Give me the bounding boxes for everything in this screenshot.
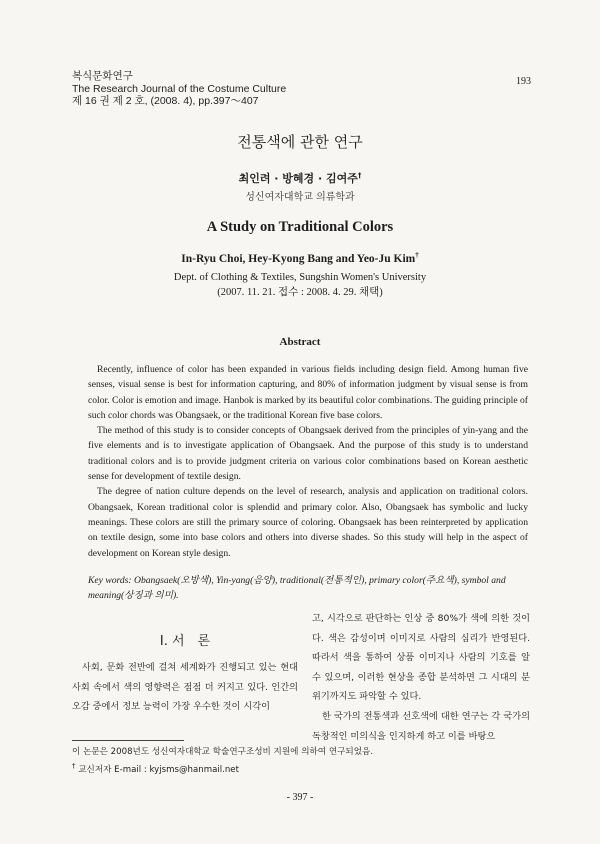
authors-korean-names: 최인려 · 방혜경 · 김여주 xyxy=(238,172,358,185)
body-right-column xyxy=(312,609,530,746)
abstract-paragraph: Recently, influence of color has been expanded in various fields including design field. Among human five senses, visual sense is best for information capturing, and 80% of information judgment by visual sense is from color. Color is emotion and image. Hanbok is marked by its beautiful color combinations. The guiding principle of such color chords was Obangsaek, or the traditional Korean five base colors. xyxy=(88,364,528,421)
abstract-paragraph: The method of this study is to consider concepts of Obangsaek derived from the principles of yin-yang and the five elements and is to investigate application of Obangsaek. And the purpose of this study is to understand traditional colors and is to provide judgment criteria on various color combinations based on Korean aesthetic sense for development of textile design. xyxy=(88,425,528,483)
footnote-funding: 이 논문은 2008년도 성신여자대학교 학술연구조성비 지원에 의하여 연구되었음. xyxy=(72,747,374,757)
title-english: A Study on Traditional Colors xyxy=(206,219,394,235)
body-left-column xyxy=(72,658,298,717)
title-korean: 전통색에 관한 연구 xyxy=(237,133,363,151)
body-paragraph: 고, 시각으로 판단하는 인상 중 80%가 색에 의한 것이다. 색은 감성이며 이미지로 사람의 심리가 반영된다. 따라서 색을 통하여 상품 이미지나 사람의 기호를 알 수 있으며, 이러한 현상을 종합 분석하면 그 시대의 분위기까지도 파악할 수 있다. xyxy=(312,613,530,703)
authors-english xyxy=(0,251,600,265)
affiliation-korean: 성신여자대학교 의류학과 xyxy=(245,192,355,203)
corresponding-author-mark: † xyxy=(357,171,362,180)
footnote-email: 교신저자 E-mail : kyjsms@hanmail.net xyxy=(75,764,239,775)
abstract-paragraph: The degree of nation culture depends on the level of research, analysis and application on traditional colors. Obangsaek, Korean traditional color is splendid and primary color. Also, Obangsaek has symbolic and lucky meanings. These colors are still the primary source of coloring. Obangsaek has been reinterpreted by application on textile design, some into base colors and others into diverse shades. So this study will help in the aspect of development on Korean style design. xyxy=(88,486,528,559)
keywords: Key words: Obangsaek(오방색), Yin-yang(음양), traditional(전통적인), primary color(주요색), symbol and meaning(상징과 의미). xyxy=(88,575,506,601)
footnotes xyxy=(72,745,373,777)
journal-issue: 제 16 권 제 2 호, (2008. 4), pp.397～407 xyxy=(72,95,259,107)
body-paragraph: 한 국가의 전통색과 선호색에 대한 연구는 각 국가의 독창적인 미의식을 인지하게 하고 이를 바탕으 xyxy=(312,710,530,742)
abstract-heading: Abstract xyxy=(279,336,321,348)
section-heading-introduction: Ⅰ. 서 론 xyxy=(159,634,211,649)
authors-english-names: In-Ryu Choi, Hey-Kyong Bang and Yeo-Ju Kim xyxy=(181,252,416,265)
journal-name-korean: 복식문화연구 xyxy=(72,70,133,82)
affiliation-english-block xyxy=(0,270,600,300)
footnote-corresponding xyxy=(72,759,373,777)
journal-header xyxy=(72,70,286,108)
authors-korean xyxy=(0,170,600,186)
page-number-top: 193 xyxy=(516,76,531,87)
journal-name-english: The Research Journal of the Costume Culture xyxy=(72,82,287,95)
footnote-divider xyxy=(72,740,184,741)
body-paragraph: 사회, 문화 전반에 걸쳐 세계화가 진행되고 있는 현대사회 속에서 색의 영향력은 점점 더 커지고 있다. 인간의 오감 중에서 정보 능력이 가장 우수한 것이 시각이 xyxy=(72,662,298,713)
affiliation-english: Dept. of Clothing & Textiles, Sungshin Women's University xyxy=(173,272,427,283)
received-accepted-dates: (2007. 11. 21. 접수 : 2008. 4. 29. 채택) xyxy=(217,287,383,298)
corresponding-author-mark-en: † xyxy=(415,251,419,259)
abstract-body xyxy=(88,362,528,561)
footnote-mark: † xyxy=(72,762,76,770)
page-number-bottom: - 397 - xyxy=(286,792,314,803)
